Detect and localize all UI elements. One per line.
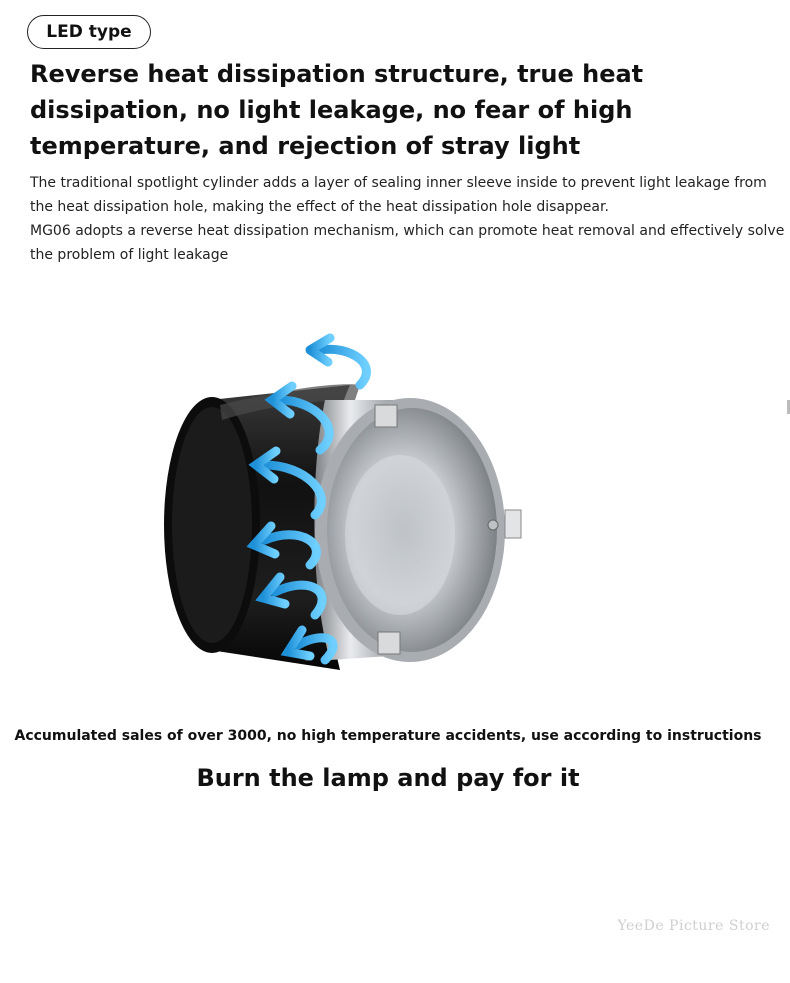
description-line-1: The traditional spotlight cylinder adds a layer of sealing inner sleeve inside to prevent light leakage from the heat dissipation hole, making the effect of the heat dissipation hole disappear. — [30, 175, 767, 215]
spotlight-product-image — [150, 330, 540, 710]
sales-note: Accumulated sales of over 3000, no high temperature accidents, use according to instructions — [14, 728, 762, 744]
headline: Reverse heat dissipation structure, true heat dissipation, no light leakage, no fear of high temperature, and rejection of stray light — [30, 60, 644, 160]
led-type-badge — [27, 15, 151, 49]
store-watermark: YeeDe Picture Store — [617, 918, 770, 934]
silver-sleeve — [304, 398, 521, 662]
spotlight-illustration — [150, 330, 540, 710]
arrow-1-icon — [310, 338, 366, 385]
slogan: Burn the lamp and pay for it — [196, 764, 580, 792]
description — [30, 171, 785, 267]
description-line-2: MG06 adopts a reverse heat dissipation mechanism, which can promote heat removal and effectively solve the problem of light leakage — [30, 223, 785, 263]
badge-label: LED type — [46, 22, 132, 42]
